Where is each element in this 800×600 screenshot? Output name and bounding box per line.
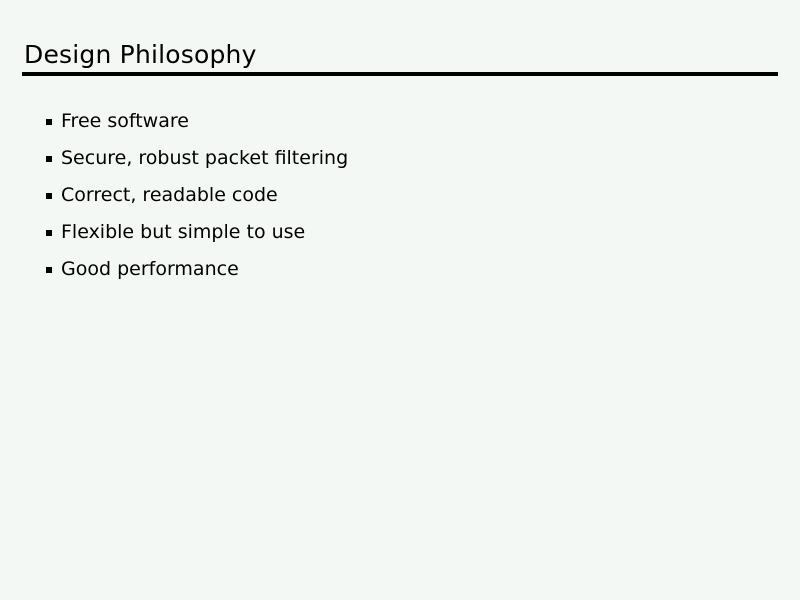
list-item-label: Secure, robust packet filtering — [61, 147, 349, 169]
list-item-label: Free software — [61, 110, 189, 132]
list-item — [46, 182, 766, 213]
square-bullet-icon — [46, 267, 52, 273]
list-item — [46, 108, 766, 139]
list-item-label: Good performance — [61, 258, 239, 280]
list-item-label: Flexible but simple to use — [61, 221, 306, 243]
square-bullet-icon — [46, 119, 52, 125]
square-bullet-icon — [46, 156, 52, 162]
list-item — [46, 145, 766, 176]
list-item — [46, 256, 766, 287]
title-divider — [22, 72, 778, 76]
list-item — [46, 219, 766, 250]
list-item-label: Correct, readable code — [61, 184, 278, 206]
page-title: Design Philosophy — [24, 40, 257, 69]
bullet-list — [46, 108, 766, 293]
square-bullet-icon — [46, 193, 52, 199]
square-bullet-icon — [46, 230, 52, 236]
